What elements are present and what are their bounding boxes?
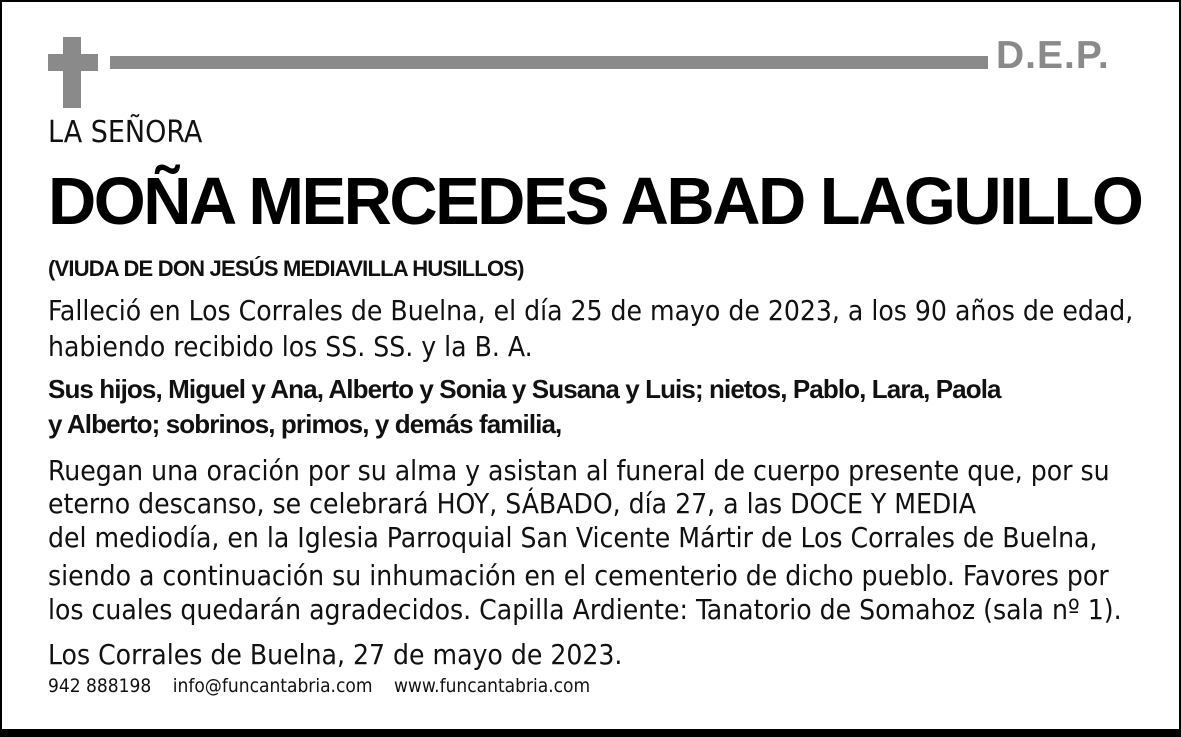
- email-address: info@funcantabria.com: [172, 675, 373, 697]
- death-notice-line: Falleció en Los Corrales de Buelna, el día 25 de mayo de 2023, a los 90 años de edad,: [48, 294, 1134, 327]
- place-date: Los Corrales de Buelna, 27 de mayo de 2023.: [48, 638, 623, 671]
- family-line: Sus hijos, Miguel y Ana, Alberto y Sonia y Susana y Luis; nietos, Pablo, Lara, Paola: [48, 374, 1001, 404]
- website-url: www.funcantabria.com: [393, 675, 591, 697]
- family-line: y Alberto; sobrinos, primos, y demás familia,: [48, 409, 562, 439]
- request-line: Ruegan una oración por su alma y asistan al funeral de cuerpo presente que, por su: [48, 454, 1110, 487]
- dep-label: D.E.P.: [996, 34, 1110, 77]
- header-rule: [110, 56, 988, 69]
- request-line: eterno descanso, se celebrará HOY, SÁBADO, día 27, a las DOCE Y MEDIA: [48, 487, 976, 520]
- request-line: del mediodía, en la Iglesia Parroquial San Vicente Mártir de Los Corrales de Buelna,: [48, 521, 1098, 554]
- deceased-name: DOÑA MERCEDES ABAD LAGUILLO: [48, 164, 1142, 239]
- request-line: los cuales quedarán agradecidos. Capilla Ardiente: Tanatorio de Somahoz (sala nº 1).: [48, 593, 1122, 626]
- bottom-border: [0, 729, 1181, 737]
- death-notice-line: habiendo recibido los SS. SS. y la B. A.: [48, 330, 533, 363]
- request-line: siendo a continuación su inhumación en el cementerio de dicho pueblo. Favores por: [48, 559, 1109, 592]
- contact-line: [48, 677, 606, 696]
- cross-icon: [63, 37, 81, 108]
- intro-text: LA SEÑORA: [48, 115, 203, 150]
- widow-line: (VIUDA DE DON JESÚS MEDIAVILLA HUSILLOS): [48, 256, 524, 281]
- cross-icon-bar: [48, 54, 98, 71]
- phone-number: 942 888198: [48, 675, 152, 697]
